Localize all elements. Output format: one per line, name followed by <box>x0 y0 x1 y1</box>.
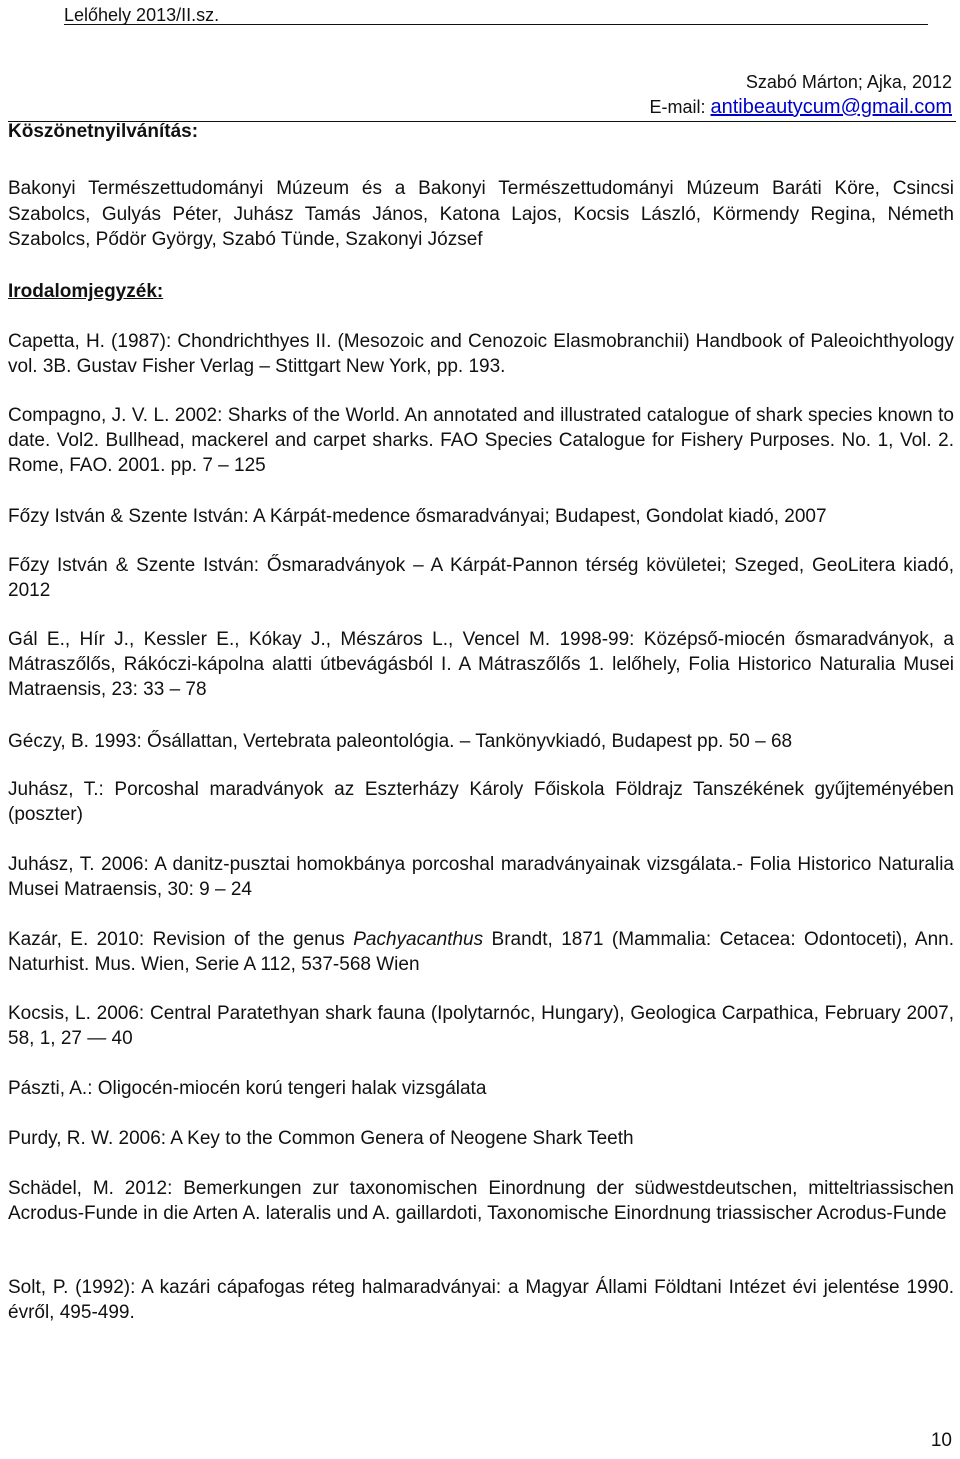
reference-item: Capetta, H. (1987): Chondrichthyes II. (Mesozoic and Cenozoic Elasmobranchii) Handbook of Paleoichthyology vol. 3B. Gustav Fisher Verlag – Stittgart New York, pp. 193. <box>8 331 954 377</box>
author-line: Szabó Márton; Ajka, 2012 <box>745 72 952 92</box>
reference-item: Főzy István & Szente István: Ősmaradványok – A Kárpát-Pannon térség kövületei; Szeged, GeoLitera kiadó, 2012 <box>8 555 954 601</box>
running-header: Lelőhely 2013/II.sz. <box>64 5 220 25</box>
reference-item: Gál E., Hír J., Kessler E., Kókay J., Mészáros L., Vencel M. 1998-99: Középső-miocén ősmaradványok, a Mátraszőlős, Rákóczi-kápolna alatti útbevágásból I. A Mátraszőlős 1. lelőhely, Folia Historico Naturalia Musei Matraensis, 23: 33 – 78 <box>8 629 954 700</box>
reference-item: Főzy István & Szente István: A Kárpát-medence ősmaradványai; Budapest, Gondolat kiadó, 2007 <box>8 506 827 527</box>
references-heading: Irodalomjegyzék: <box>8 281 164 302</box>
email-label: E-mail: <box>649 97 711 117</box>
email-line <box>649 96 952 118</box>
reference-item: Kocsis, L. 2006: Central Paratethyan shark fauna (Ipolytarnóc, Hungary), Geologica Carpathica, February 2007, 58, 1, 27 — 40 <box>8 1003 954 1049</box>
acknowledgements-heading: Köszönetnyilvánítás: <box>8 121 199 142</box>
reference-text: Kazár, E. 2010: Revision of the genus <box>8 929 354 950</box>
reference-item: Juhász, T.: Porcoshal maradványok az Eszterházy Károly Főiskola Földrajz Tanszékének gyűjteményében (poszter) <box>8 779 954 825</box>
reference-item: Juhász, T. 2006: A danitz-pusztai homokbánya porcoshal maradványainak vizsgálata.- Folia Historico Naturalia Musei Matraensis, 30: 9 – 24 <box>8 854 954 900</box>
reference-item: Solt, P. (1992): A kazári cápafogas réteg halmaradványai: a Magyar Állami Földtani Intézet évi jelentése 1990. évről, 495-499. <box>8 1277 954 1323</box>
reference-item: Géczy, B. 1993: Ősállattan, Vertebrata paleontológia. – Tankönyvkiadó, Budapest pp. 50 – 68 <box>8 731 793 752</box>
reference-item: Purdy, R. W. 2006: A Key to the Common Genera of Neogene Shark Teeth <box>8 1128 634 1149</box>
reference-item: Compagno, J. V. L. 2002: Sharks of the World. An annotated and illustrated catalogue of shark species known to date. Vol2. Bullhead, mackerel and carpet sharks. FAO Species Catalogue for Fishery Purposes. No. 1, Vol. 2. Rome, FAO. 2001. pp. 7 – 125 <box>8 405 954 476</box>
page-number: 10 <box>930 1430 952 1451</box>
reference-genus-italic: Pachyacanthus <box>353 929 484 950</box>
reference-item: Pászti, A.: Oligocén-miocén korú tengeri halak vizsgálata <box>8 1078 487 1099</box>
acknowledgements-text: Bakonyi Természettudományi Múzeum és a Bakonyi Természettudományi Múzeum Baráti Köre, Csincsi Szabolcs, Gulyás Péter, Juhász Tamás János, Katona Lajos, Kocsis László, Körmendy Regina, Németh Szabolcs, Pődör György, Szabó Tünde, Szakonyi József <box>8 178 954 250</box>
reference-text: Brandt, 1871 (Mammalia: Cetacea: Odontoceti), Ann. Naturhist. Mus. Wien, Serie A 112, 537-568 Wien <box>8 929 954 975</box>
email-link[interactable]: antibeautycum@gmail.com <box>710 96 952 118</box>
header-rule <box>64 24 928 25</box>
reference-item: Schädel, M. 2012: Bemerkungen zur taxonomischen Einordnung der südwestdeutschen, mitteltriassischen Acrodus-Funde in die Arten A. lateralis und A. gaillardoti, Taxonomische Einordnung triassischer Acrodus-Funde <box>8 1178 954 1224</box>
reference-item <box>8 927 954 977</box>
